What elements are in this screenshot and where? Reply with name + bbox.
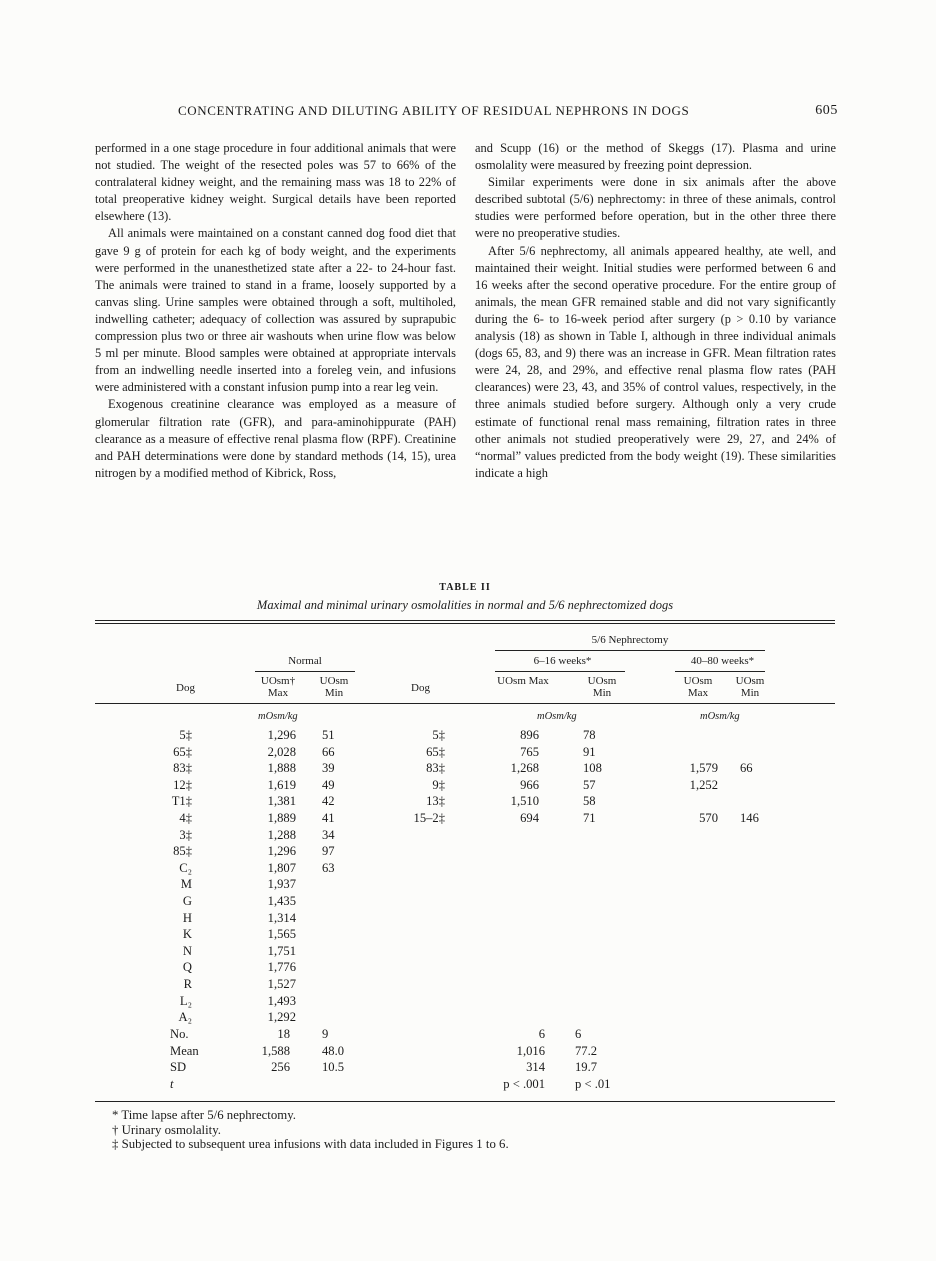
summary-neph-max: 6: [538, 1027, 545, 1041]
summary-normal-max: 18: [277, 1027, 290, 1041]
table-label: TABLE II: [439, 582, 491, 593]
col-header-normal-max: UOsm† Max: [260, 675, 296, 699]
neph1-uosm-min: 71: [583, 811, 596, 825]
summary-normal-min: 9: [322, 1027, 329, 1041]
normal-uosm-min: 49: [322, 777, 335, 792]
neph2-uosm-max: 1,252: [689, 777, 718, 792]
summary-normal-min: 48.0: [322, 1043, 345, 1058]
units-normal: mOsm/kg: [258, 711, 298, 722]
summary-label: No.: [170, 1027, 189, 1041]
normal-uosm-max: 2,028: [267, 744, 296, 759]
summary-neph-min: 77.2: [575, 1043, 598, 1058]
summary-neph-max: p < .001: [503, 1076, 545, 1091]
summary-normal-max: 1,588: [261, 1043, 290, 1058]
normal-dog-id: 5‡: [179, 728, 192, 742]
paragraph: After 5/6 nephrectomy, all animals appeared healthy, ate well, and maintained their weight. Initial studies were performed between 6 and 16 weeks after the second operative procedure. For the entire group of animals, the mean GFR remained stable and did not vary significantly during the 6- to 16-week period after surgery (p > 0.10 by variance analysis (18) as shown in Table I, although in three individual animals (dogs 65, 83, and 9) there was an increase in GFR. Mean filtration rates were 24, 28, and 29%, and effective renal plasma flow rates (PAH clearances) were 23, 43, and 35% of control values, respectively, in the three animals studied before surgery. Although only a very crude estimate of functional renal mass remaining, filtration rates in three other animals not studied preoperatively were 29, 27, and 24% of “normal” values predicted from the body weight (19). These similarities indicate a high: [475, 243, 836, 480]
page-number: 605: [815, 103, 838, 118]
paragraph: performed in a one stage procedure in four additional animals that were not studied. The weight of the resected poles was 57 to 66% of the contralateral kidney weight, and the remaining mass was 18 to 22% of total preoperative kidney weight. Surgical details have been reported elsewhere (13).: [95, 141, 456, 224]
neph1-uosm-min: 108: [583, 761, 602, 776]
summary-neph-min: p < .01: [575, 1076, 611, 1091]
normal-uosm-max: 1,381: [267, 794, 296, 809]
col-header-neph1-min: UOsm Min: [587, 675, 617, 699]
summary-normal-max: 256: [271, 1060, 290, 1075]
normal-dog-id: T1‡: [171, 794, 192, 809]
neph1-uosm-max: 765: [520, 744, 539, 759]
normal-dog-id: H: [182, 910, 192, 925]
normal-uosm-min: 51: [322, 728, 335, 742]
left-text-column: [95, 140, 456, 482]
paragraph: and Scupp (16) or the method of Skeggs (17). Plasma and urine osmolality were measured by freezing point depression.: [475, 141, 836, 173]
normal-dog-id: 83‡: [173, 761, 192, 776]
neph2-uosm-min: 146: [740, 811, 759, 825]
normal-dog-id: L₂: [179, 993, 192, 1008]
normal-uosm-min: 39: [322, 761, 335, 776]
neph-dog-id: 65‡: [426, 744, 445, 759]
col-header-normal-min: UOsm Min: [319, 675, 349, 699]
header-rule: [495, 650, 765, 651]
footnote: * Time lapse after 5/6 nephrectomy.: [112, 1108, 296, 1122]
col-header-dog-2: Dog: [411, 682, 430, 694]
paragraph: All animals were maintained on a constant canned dog food diet that gave 9 g of protein for each kg of body weight, and the experiments were performed in the unanesthetized state after a 22- to 24-hour fast. The animals were trained to stand in a frame, loosely supported by a canvas sling. Urine samples were obtained through a soft, multiholed, indwelling catheter; adequacy of collection was assured by suprapubic compression plus two or three air washouts when urine flow was below 5 ml per minute. Blood samples were obtained at appropriate intervals from an indwelling needle inserted into a foreleg vein, and infusions were administered with a constant infusion pump into a rear leg vein.: [95, 226, 456, 395]
footnote: † Urinary osmolality.: [112, 1122, 221, 1137]
normal-dog-id: M: [180, 877, 192, 892]
neph-dog-id: 13‡: [426, 794, 445, 809]
col-header-dog: Dog: [176, 682, 195, 694]
table-bottom-rule: [95, 1101, 835, 1102]
neph-dog-id: 15–2‡: [413, 811, 445, 825]
normal-uosm-max: 1,937: [267, 877, 296, 892]
normal-dog-id: K: [182, 927, 192, 942]
table-top-rule: [95, 620, 835, 621]
neph1-uosm-max: 1,268: [510, 761, 539, 776]
neph1-uosm-max: 1,510: [510, 794, 539, 809]
neph1-uosm-max: 694: [520, 811, 539, 825]
units-40-80: mOsm/kg: [700, 711, 740, 722]
normal-uosm-max: 1,296: [267, 844, 296, 859]
table-caption: Maximal and minimal urinary osmolalities in normal and 5/6 nephrectomized dogs: [256, 598, 674, 612]
neph-dog-id: 5‡: [432, 728, 445, 742]
normal-dog-id: 4‡: [179, 811, 192, 825]
normal-dog-id: 3‡: [179, 827, 192, 842]
normal-uosm-min: 63: [322, 860, 335, 875]
summary-normal-min: 10.5: [322, 1060, 345, 1075]
paragraph: Similar experiments were done in six animals after the above described subtotal (5/6) nephrectomy: in three of these animals, control studies were performed before operation, but in the other three there were no preoperative studies.: [475, 175, 836, 241]
normal-uosm-max: 1,751: [267, 943, 296, 958]
normal-uosm-max: 1,292: [267, 1010, 296, 1025]
header-rule: [255, 671, 355, 672]
header-rule: [675, 671, 765, 672]
header-rule: [495, 671, 625, 672]
header-normal: Normal: [288, 655, 322, 667]
normal-uosm-max: 1,889: [267, 811, 296, 825]
header-weeks-6-16: 6–16 weeks*: [533, 655, 592, 667]
normal-dog-id: 12‡: [173, 777, 192, 792]
normal-uosm-min: 41: [322, 811, 335, 825]
table-top-rule-2: [95, 623, 835, 624]
neph2-uosm-max: 1,579: [689, 761, 718, 776]
normal-uosm-min: 97: [322, 844, 335, 859]
summary-neph-max: 314: [526, 1060, 545, 1075]
normal-uosm-max: 1,888: [267, 761, 296, 776]
normal-uosm-min: 66: [322, 744, 335, 759]
col-header-neph2-max: UOsm Max: [683, 675, 713, 699]
footnotes: [112, 1108, 509, 1152]
header-weeks-40-80: 40–80 weeks*: [690, 655, 755, 667]
table-header-rule: [95, 703, 835, 704]
summary-neph-min: 6: [575, 1027, 582, 1041]
normal-uosm-max: 1,435: [267, 894, 296, 908]
normal-uosm-max: 1,493: [267, 993, 296, 1008]
normal-uosm-max: 1,776: [267, 960, 296, 975]
summary-neph-min: 19.7: [575, 1060, 598, 1075]
normal-uosm-max: 1,527: [267, 977, 296, 991]
summary-label: SD: [170, 1060, 187, 1075]
normal-uosm-max: 1,296: [267, 728, 296, 742]
neph-dog-id: 9‡: [432, 777, 445, 792]
normal-dog-id: N: [182, 943, 192, 958]
summary-label: t: [170, 1076, 174, 1091]
running-head: [178, 103, 838, 119]
normal-uosm-max: 1,288: [267, 827, 296, 842]
units-6-16: mOsm/kg: [537, 711, 577, 722]
normal-dog-id: 85‡: [173, 844, 192, 859]
neph1-uosm-min: 91: [583, 744, 596, 759]
normal-dog-id: A₂: [178, 1010, 192, 1025]
normal-dog-id: C₂: [179, 860, 192, 875]
neph1-uosm-min: 78: [583, 728, 596, 742]
neph-dog-id: 83‡: [426, 761, 445, 776]
neph1-uosm-min: 57: [583, 777, 596, 792]
neph1-uosm-max: 896: [520, 728, 539, 742]
normal-uosm-max: 1,807: [267, 860, 296, 875]
footnote: ‡ Subjected to subsequent urea infusions with data included in Figures 1 to 6.: [112, 1137, 509, 1151]
col-header-neph2-min: UOsm Min: [735, 675, 765, 699]
neph2-uosm-max: 570: [699, 811, 718, 825]
normal-dog-id: R: [183, 977, 192, 991]
normal-uosm-max: 1,619: [267, 777, 296, 792]
col-header-neph1-max: UOsm Max: [497, 675, 549, 687]
paragraph: Exogenous creatinine clearance was employed as a measure of glomerular filtration rate (GFR), and para-aminohippurate (PAH) clearance as a measure of effective renal plasma flow (RPF). Creatinine and PAH determinations were done by standard methods (14, 15), urea nitrogen by a modified method of Kibrick, Ross,: [95, 397, 456, 480]
summary-label: Mean: [170, 1043, 199, 1058]
header-nephrectomy: 5/6 Nephrectomy: [591, 634, 669, 646]
summary-neph-max: 1,016: [516, 1043, 545, 1058]
running-head-title: CONCENTRATING AND DILUTING ABILITY OF RESIDUAL NEPHRONS IN DOGS: [178, 103, 690, 118]
normal-uosm-min: 42: [322, 794, 335, 809]
neph1-uosm-min: 58: [583, 794, 596, 809]
right-text-column: [475, 140, 836, 482]
normal-uosm-max: 1,565: [267, 927, 296, 942]
normal-uosm-min: 34: [322, 827, 335, 842]
normal-dog-id: G: [182, 894, 192, 908]
neph2-uosm-min: 66: [740, 761, 753, 776]
normal-dog-id: Q: [182, 960, 192, 975]
normal-dog-id: 65‡: [173, 744, 192, 759]
neph1-uosm-max: 966: [520, 777, 539, 792]
normal-uosm-max: 1,314: [267, 910, 296, 925]
